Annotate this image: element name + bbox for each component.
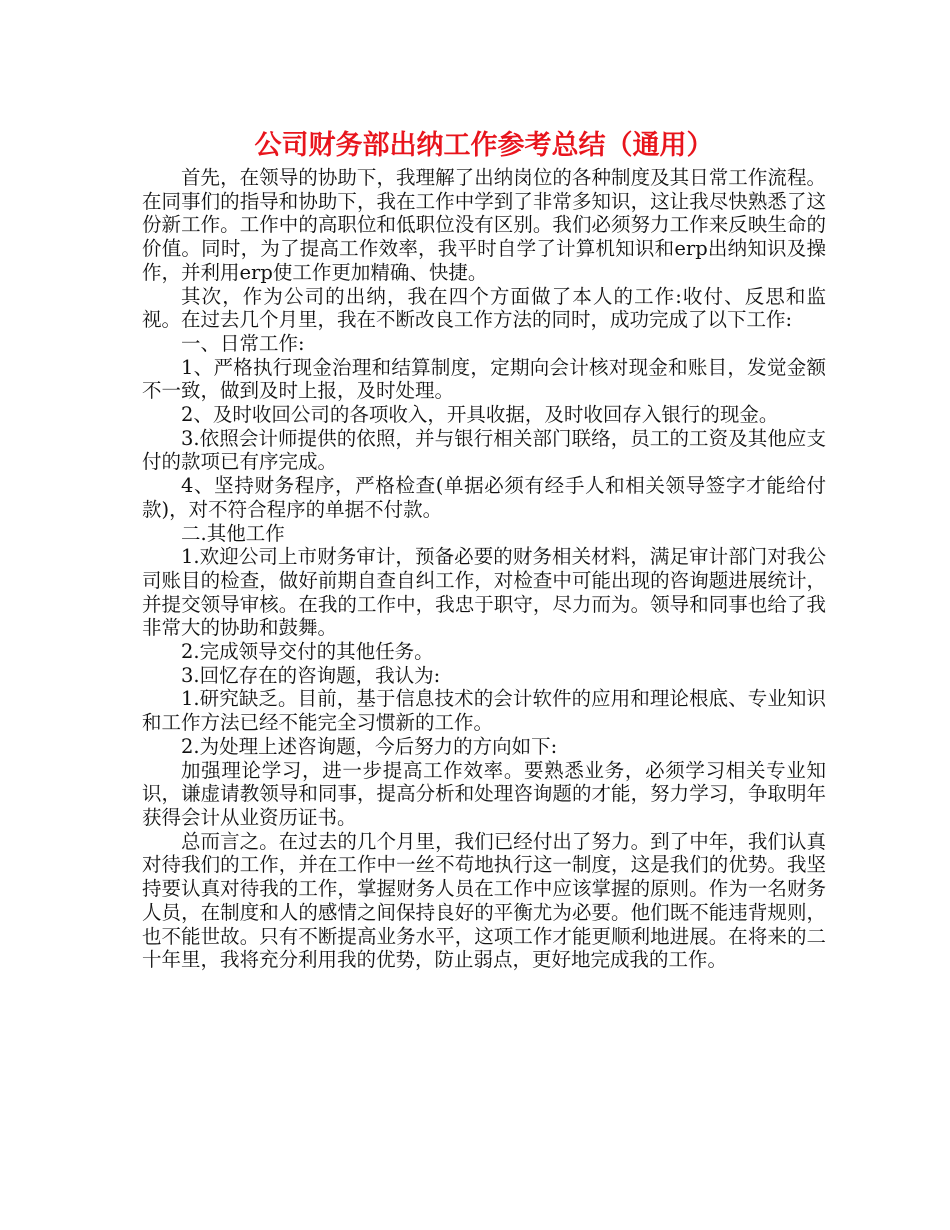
paragraph: 其次，作为公司的出纳，我在四个方面做了本人的工作:收付、反思和监视。在过去几个月里，我在不断改良工作方法的同时，成功完成了以下工作: <box>142 284 826 332</box>
list-item: 1.欢迎公司上市财务审计，预备必要的财务相关材料，满足审计部门对我公司账目的检查，做好前期自查自纠工作，对检查中可能出现的咨询题进展统计，并提交领导审核。在我的工作中，我忠于职守，尽力而为。领导和同事也给了我非常大的协助和鼓舞。 <box>142 545 826 640</box>
section-heading: 二.其他工作 <box>181 521 285 545</box>
document-title: 公司财务部出纳工作参考总结（通用） <box>254 130 714 161</box>
list-item: 3.回忆存在的咨询题，我认为: <box>181 663 441 687</box>
paragraph: 加强理论学习，进一步提高工作效率。要熟悉业务，必须学习相关专业知识，谦虚请教领导和同事，提高分析和处理咨询题的才能，努力学习，争取明年获得会计从业资历证书。 <box>142 758 826 829</box>
list-item: 3.依照会计师提供的依照，并与银行相关部门联络，员工的工资及其他应支付的款项已有序完成。 <box>142 426 826 474</box>
list-item: 4、坚持财务程序，严格检查(单据必须有经手人和相关领导签字才能给付款)，对不符合程序的单据不付款。 <box>142 474 826 521</box>
list-item: 1.研究缺乏。目前，基于信息技术的会计软件的应用和理论根底、专业知识和工作方法已经不能完全习惯新的工作。 <box>142 687 826 735</box>
document-body <box>142 166 826 972</box>
paragraph: 总而言之。在过去的几个月里，我们已经付出了努力。到了中年，我们认真对待我们的工作，并在工作中一丝不苟地执行这一制度，这是我们的优势。我坚持要认真对待我的工作，掌握财务人员在工作中应该掌握的原则。作为一名财务人员，在制度和人的感情之间保持良好的平衡尤为必要。他们既不能违背规则，也不能世故。只有不断提高业务水平，这项工作才能更顺利地进展。在将来的二十年里，我将充分利用我的优势，防止弱点，更好地完成我的工作。 <box>142 829 826 972</box>
list-item: 2.为处理上述咨询题，今后努力的方向如下: <box>181 734 558 758</box>
list-item: 1、严格执行现金治理和结算制度，定期向会计核对现金和账目，发觉金额不一致，做到及时上报，及时处理。 <box>142 355 826 403</box>
list-item: 2、及时收回公司的各项收入，开具收据，及时收回存入银行的现金。 <box>181 403 779 427</box>
paragraph: 首先，在领导的协助下，我理解了出纳岗位的各种制度及其日常工作流程。在同事们的指导和协助下，我在工作中学到了非常多知识，这让我尽快熟悉了这份新工作。工作中的高职位和低职位没有区别。我们必须努力工作来反映生命的价值。同时，为了提高工作效率，我平时自学了计算机知识和erp出纳知识及操作，并利用erp使工作更加精确、快捷。 <box>142 166 826 284</box>
document-page <box>142 128 826 972</box>
section-heading: 一、日常工作: <box>181 331 305 355</box>
list-item: 2.完成领导交付的其他任务。 <box>181 640 434 664</box>
